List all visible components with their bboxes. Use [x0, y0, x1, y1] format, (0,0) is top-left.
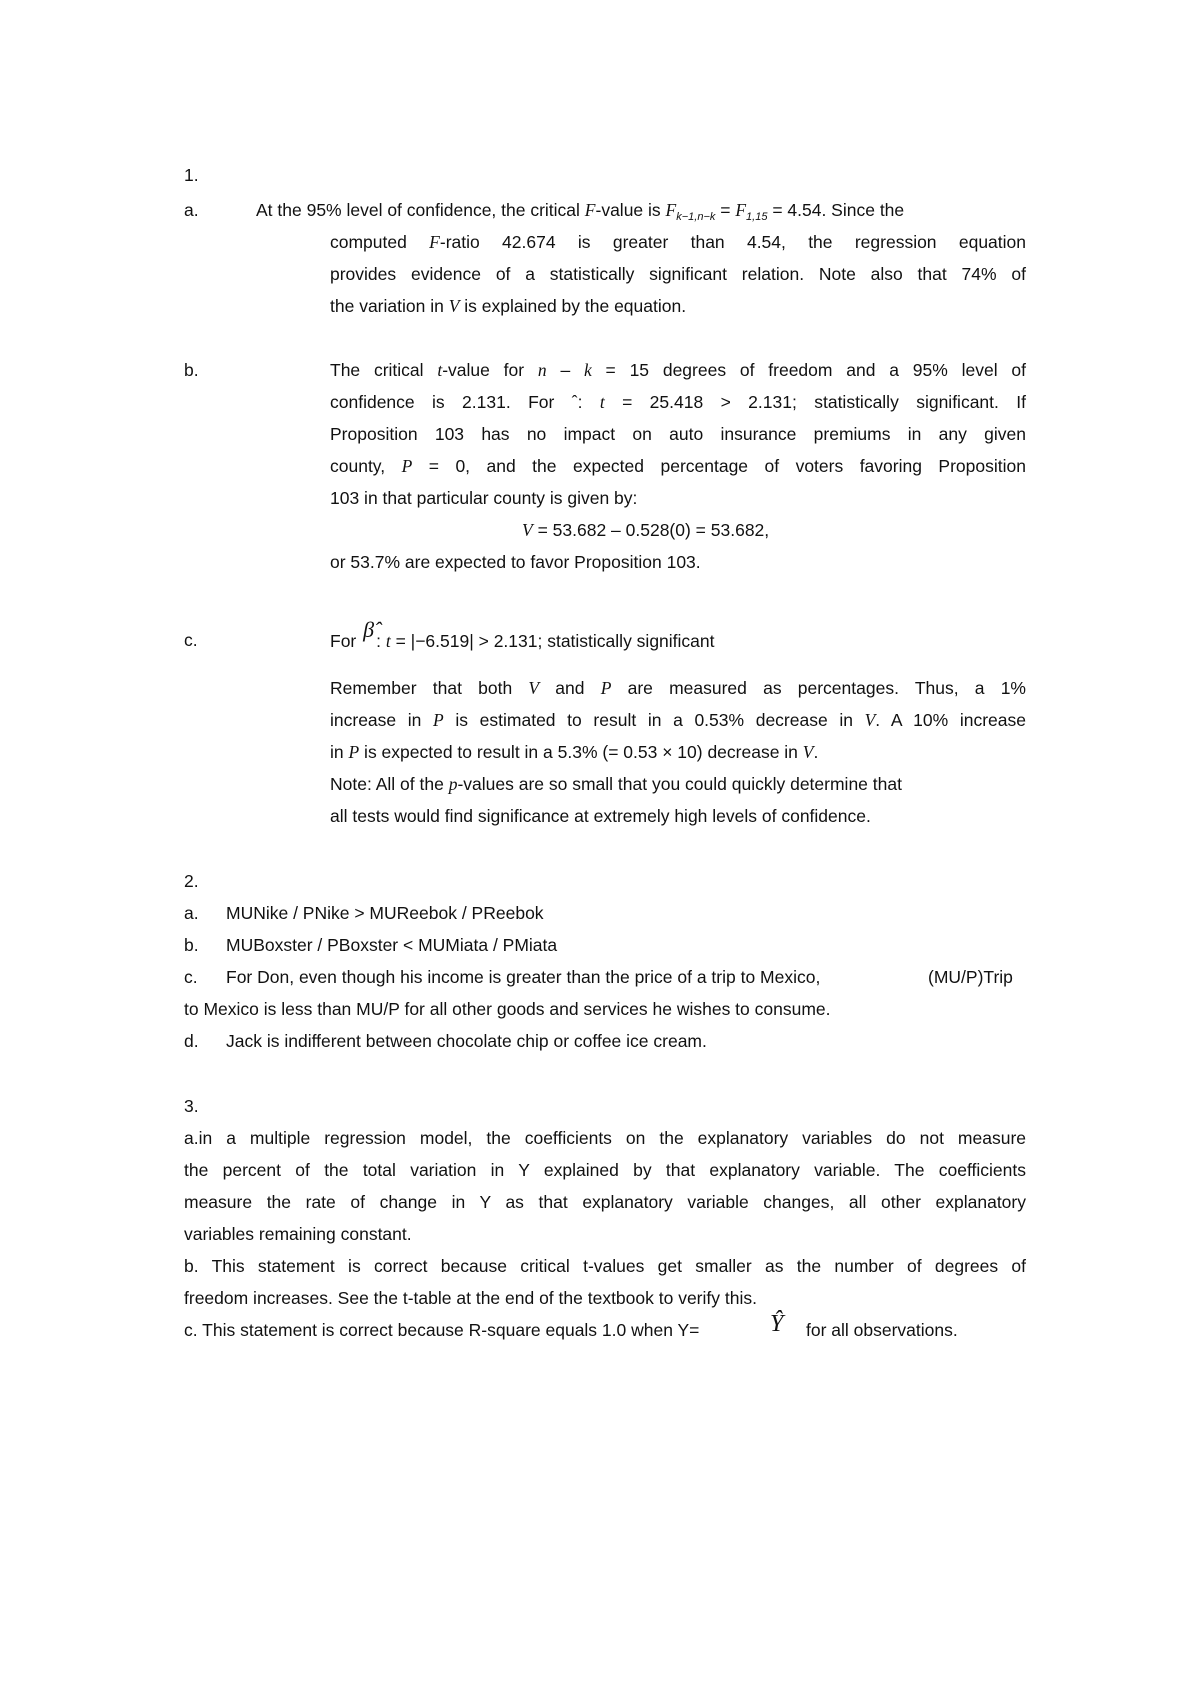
- q2b-label: b.: [184, 935, 199, 955]
- q1b-line-4: county, P = 0, and the expected percentage of voters favoring Proposition: [330, 456, 1026, 476]
- q1b-line-1: The critical t-value for n – k = 15 degrees of freedom and a 95% level of: [330, 360, 1026, 380]
- q2b-text: MUBoxster / PBoxster < MUMiata / PMiata: [226, 935, 558, 955]
- q1c-line-4: in P is expected to result in a 5.3% (= 0.53 × 10) decrease in V.: [330, 742, 819, 762]
- q3a-line-1: a.in a multiple regression model, the coefficients on the explanatory variables do not measure: [184, 1128, 1026, 1148]
- q2a-text: MUNike / PNike > MUReebok / PReebok: [226, 903, 544, 923]
- q1a-line-4: the variation in V is explained by the equation.: [330, 296, 687, 316]
- q1b-equation: V = 53.682 – 0.528(0) = 53.682,: [522, 520, 770, 540]
- q3a-line-4: variables remaining constant.: [184, 1224, 412, 1244]
- q2c-label: c.: [184, 967, 198, 987]
- y-hat-symbol: Ŷ: [770, 1311, 784, 1337]
- q2c-text-1: For Don, even though his income is greater than the price of a trip to Mexico,: [226, 967, 821, 987]
- q3c-text-a: c. This statement is correct because R-square equals 1.0 when Y=: [184, 1320, 700, 1340]
- q1b-line-6: or 53.7% are expected to favor Proposition 103.: [330, 552, 701, 572]
- q2a-label: a.: [184, 903, 199, 923]
- q3b-line-1: b. This statement is correct because critical t-values get smaller as the number of degrees of: [184, 1256, 1026, 1276]
- q2d-text: Jack is indifferent between chocolate chip or coffee ice cream.: [226, 1031, 707, 1051]
- q3-number: 3.: [184, 1096, 199, 1116]
- q1a-label: a.: [184, 200, 199, 220]
- q1a-line-3: provides evidence of a statistically significant relation. Note also that 74% of: [330, 264, 1026, 284]
- q1b-label: b.: [184, 360, 199, 380]
- q3b-line-2: freedom increases. See the t-table at the end of the textbook to verify this.: [184, 1288, 757, 1308]
- q3a-line-2: the percent of the total variation in Y explained by that explanatory variable. The coefficients: [184, 1160, 1026, 1180]
- q1c-line-3: increase in P is estimated to result in a 0.53% decrease in V. A 10% increase: [330, 710, 1026, 730]
- beta-hat-symbol: β̂: [363, 617, 375, 642]
- q2-number: 2.: [184, 871, 199, 891]
- q2d-label: d.: [184, 1031, 199, 1051]
- q1c-line-6: all tests would find significance at extremely high levels of confidence.: [330, 806, 871, 826]
- q1b-line-5: 103 in that particular county is given by:: [330, 488, 638, 508]
- q1-number: 1.: [184, 165, 199, 185]
- q1a-line-2: computed F-ratio 42.674 is greater than 4.54, the regression equation: [330, 232, 1026, 252]
- q1c-line-1: For β̂ : t = |−6.519| > 2.131; statistically significant: [330, 617, 715, 651]
- q2c-text-2: to Mexico is less than MU/P for all other goods and services he wishes to consume.: [184, 999, 831, 1019]
- q1b-line-3: Proposition 103 has no impact on auto insurance premiums in any given: [330, 424, 1026, 444]
- q1c-line-2: Remember that both V and P are measured as percentages. Thus, a 1%: [330, 678, 1026, 698]
- q3c-text-b: for all observations.: [806, 1320, 958, 1340]
- q1c-line-5: Note: All of the p-values are so small that you could quickly determine that: [330, 774, 902, 794]
- q1c-label: c.: [184, 630, 198, 650]
- q1a-line-1: At the 95% level of confidence, the critical F-value is $F_{k-1,n-k} = F_{1,15} = 4.54$. Since the: [256, 200, 905, 223]
- q1b-line-2: confidence is 2.131. For ˆ: t = 25.418 > 2.131; statistically significant. If: [330, 392, 1026, 412]
- q3a-line-3: measure the rate of change in Y as that explanatory variable changes, all other explanatory: [184, 1192, 1026, 1212]
- q2c-text-1b: (MU/P)Trip: [928, 967, 1013, 987]
